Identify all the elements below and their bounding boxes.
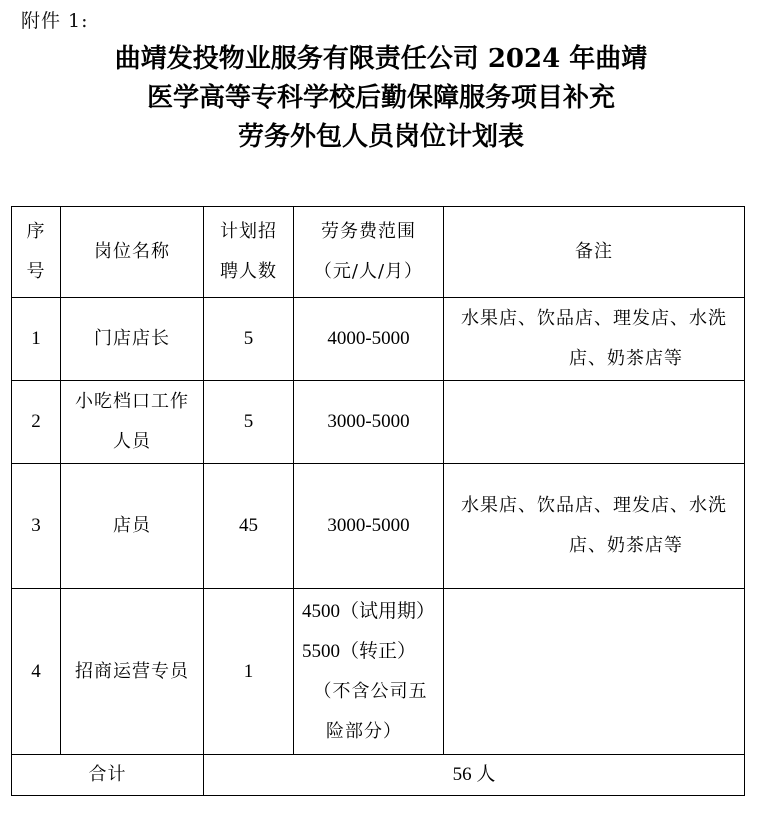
cell-seq: 1 xyxy=(12,298,61,381)
cell-fee: 4000-5000 xyxy=(294,298,444,381)
cell-position: 门店店长 xyxy=(61,298,204,381)
cell-fee: 3000-5000 xyxy=(294,464,444,589)
attachment-label: 附件 1: xyxy=(21,10,89,32)
table-row xyxy=(12,381,745,464)
cell-remark xyxy=(444,589,745,755)
title-line-2: 医学高等专科学校后勤保障服务项目补充 xyxy=(146,83,615,113)
cell-count: 1 xyxy=(204,589,294,755)
cell-seq: 3 xyxy=(12,464,61,589)
cell-position: 店员 xyxy=(61,464,204,589)
cell-remark xyxy=(444,381,745,464)
title-line-3: 劳务外包人员岗位计划表 xyxy=(237,122,524,152)
cell-fee: 4500（试用期） 5500（转正） （不含公司五 险部分） xyxy=(294,589,444,755)
header-seq: 序 号 xyxy=(12,207,61,298)
header-fee: 劳务费范围 （元/人/月） xyxy=(294,207,444,298)
header-remark: 备注 xyxy=(444,207,745,298)
cell-count: 45 xyxy=(204,464,294,589)
position-plan-table xyxy=(11,206,745,796)
header-position: 岗位名称 xyxy=(61,207,204,298)
cell-fee: 3000-5000 xyxy=(294,381,444,464)
total-value: 56 人 xyxy=(204,755,745,796)
cell-count: 5 xyxy=(204,298,294,381)
cell-position: 小吃档口工作 人员 xyxy=(61,381,204,464)
title-line-1: 曲靖发投物业服务有限责任公司 2024 年曲靖 xyxy=(114,44,648,74)
cell-count: 5 xyxy=(204,381,294,464)
cell-remark: 水果店、饮品店、理发店、水洗 店、奶茶店等 xyxy=(444,298,745,381)
cell-seq: 2 xyxy=(12,381,61,464)
table-header-row xyxy=(12,207,745,298)
table-row xyxy=(12,298,745,381)
cell-seq: 4 xyxy=(12,589,61,755)
cell-position: 招商运营专员 xyxy=(61,589,204,755)
table-total-row xyxy=(12,755,745,796)
document-title xyxy=(0,40,762,157)
total-label: 合计 xyxy=(12,755,204,796)
cell-remark: 水果店、饮品店、理发店、水洗 店、奶茶店等 xyxy=(444,464,745,589)
table-row xyxy=(12,589,745,755)
table-row xyxy=(12,464,745,589)
header-count: 计划招 聘人数 xyxy=(204,207,294,298)
